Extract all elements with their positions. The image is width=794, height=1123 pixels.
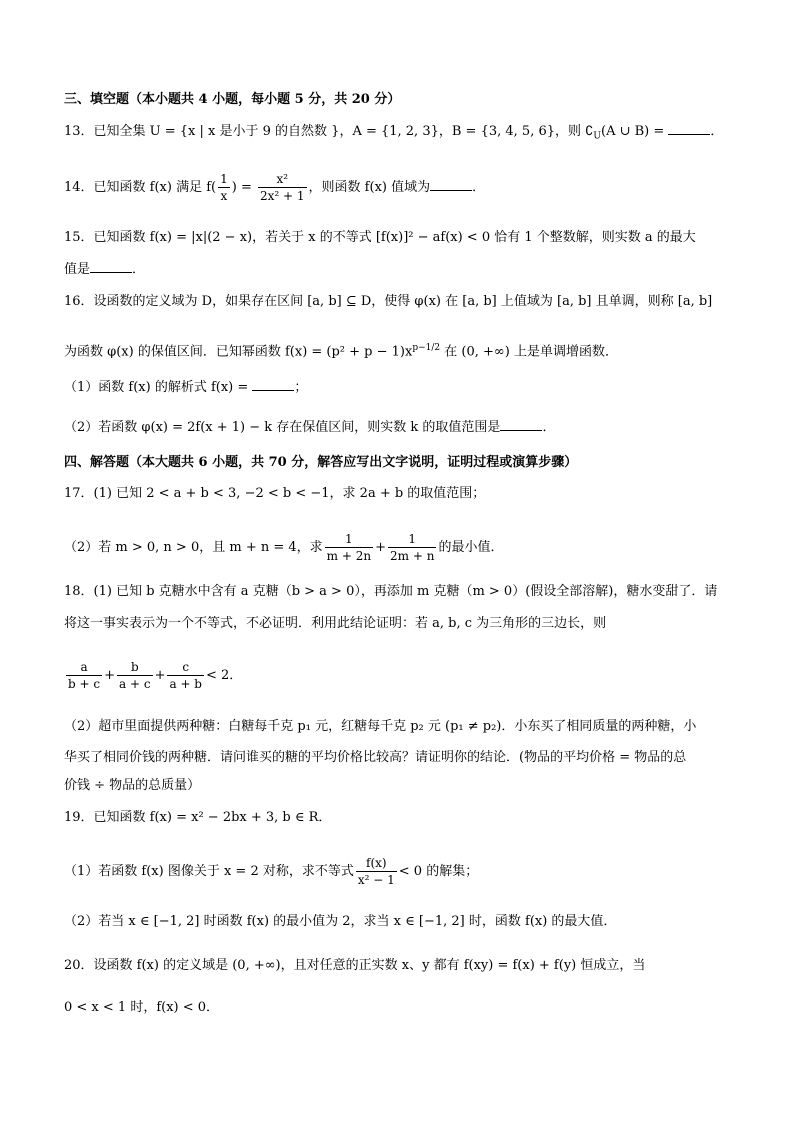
question-17-part1: 17．(1) 已知 2 < a + b < 3, −2 < b < −1，求 2a + b 的取值范围； bbox=[64, 486, 486, 501]
fraction: $\frac{1}{m + 2n}$ bbox=[326, 532, 372, 563]
fraction: $\frac{f(x)}{\text{x² − 1}}$ bbox=[357, 856, 395, 887]
fraction: $\frac{b}{a + c}$ bbox=[119, 660, 151, 691]
fraction: $\frac{1}{2m + n}$ bbox=[390, 532, 435, 563]
fraction: $\frac{a}{b + c}$ bbox=[68, 660, 101, 691]
question-18-line1: 18．(1) 已知 b 克糖水中含有 a 克糖（b > a > 0），再添加 m 克糖（m > 0）(假设全部溶解)，糖水变甜了．请 bbox=[64, 584, 718, 599]
question-16-line2: 为函数 φ(x) 的保值区间．已知幂函数 $f(x) = (p^2 + p - 1)x^{p-1/2}$ 在 (0, +∞) 上是单调增函数． bbox=[64, 343, 618, 360]
answer-blank bbox=[668, 122, 710, 135]
question-19-part1: （1）若函数 f(x) 图像关于 x = 2 对称，求不等式 $\frac{f(x)}{\text{x² − 1}}$ < 0 的解集； bbox=[64, 856, 479, 887]
question-16-part1: （1）函数 f(x) 的解析式 f(x) = ； bbox=[64, 380, 308, 395]
question-15-line1: 15．已知函数 f(x) = |x|(2 − x)，若关于 x 的不等式 [f(x)]² − af(x) < 0 恰有 1 个整数解，则实数 a 的最大 bbox=[64, 230, 696, 245]
fraction: $\frac{c}{a + b}$ bbox=[169, 660, 202, 691]
fraction: $\frac{1}{x}$ bbox=[220, 172, 228, 203]
question-14: 14．已知函数 f(x) 满足 f( $\frac{1}{x}$ ) = $\frac{\text{x²}}{\text{2x² + 1}}$ ，则函数 f(x) 值域为 ． bbox=[64, 172, 486, 203]
question-18-part2-line1: （2）超市里面提供两种糖：白糖每千克 p₁ 元，红糖每千克 p₂ 元 (p₁ ≠ p₂)．小东买了相同质量的两种糖，小 bbox=[64, 719, 697, 734]
answer-blank bbox=[430, 178, 472, 191]
question-13: 13．已知全集 U = {x | x 是小于 9 的自然数 }，A = {1, 2, 3}，B = {3, 4, 5, 6}，则 $∁_U(A$ ∪ B) = ． bbox=[64, 124, 724, 142]
question-19-part2: （2）若当 x ∈ [−1, 2] 时函数 f(x) 的最小值为 2，求当 x ∈ [−1, 2] 时，函数 f(x) 的最大值． bbox=[64, 914, 617, 929]
section-4-title: 四、解答题（本大题共 6 小题，共 70 分，解答应写出文字说明，证明过程或演算步骤） bbox=[64, 455, 578, 470]
question-17-part2: （2）若 m > 0, n > 0，且 m + n = 4，求 $\frac{1}{m + 2n}$ + $\frac{1}{2m + n}$ 的最小值． bbox=[64, 532, 504, 563]
question-15-line2: 值是 ． bbox=[64, 262, 146, 277]
question-18-inequality: $\frac{a}{b + c}$ + $\frac{b}{a + c}$ + $\frac{c}{a + b}$ < 2． bbox=[68, 660, 243, 691]
answer-blank bbox=[252, 378, 294, 391]
question-20-line2: 0 < x < 1 时，f(x) < 0． bbox=[64, 1000, 220, 1015]
question-18-part2-line3: 价钱 ÷ 物品的总质量） bbox=[64, 778, 201, 793]
answer-blank bbox=[90, 260, 132, 273]
question-18-line2: 将这一事实表示为一个不等式，不必证明．利用此结论证明：若 a, b, c 为三角形的三边长，则 bbox=[64, 616, 607, 631]
question-16-part2: （2）若函数 φ(x) = 2f(x + 1) − k 存在保值区间，则实数 k 的取值范围是 ． bbox=[64, 420, 556, 435]
question-20-line1: 20．设函数 f(x) 的定义域是 (0, +∞)，且对任意的正实数 x、y 都有 f(xy) = f(x) + f(y) 恒成立，当 bbox=[64, 958, 646, 973]
question-16-line1: 16．设函数的定义域为 D，如果存在区间 [a, b] ⊆ D，使得 φ(x) 在 [a, b] 上值域为 [a, b] 且单调，则称 [a, b] bbox=[64, 294, 713, 309]
question-19-line1: 19．已知函数 f(x) = x² − 2bx + 3, b ∈ R． bbox=[64, 810, 332, 825]
answer-blank bbox=[500, 418, 542, 431]
question-18-part2-line2: 华买了相同价钱的两种糖．请问谁买的糖的平均价格比较高？请证明你的结论．(物品的平均价格 = 物品的总 bbox=[64, 750, 687, 765]
section-3-title: 三、填空题（本小题共 4 小题，每小题 5 分，共 20 分） bbox=[64, 92, 401, 107]
fraction: $\frac{\text{x²}}{\text{2x² + 1}}$ bbox=[260, 172, 305, 203]
